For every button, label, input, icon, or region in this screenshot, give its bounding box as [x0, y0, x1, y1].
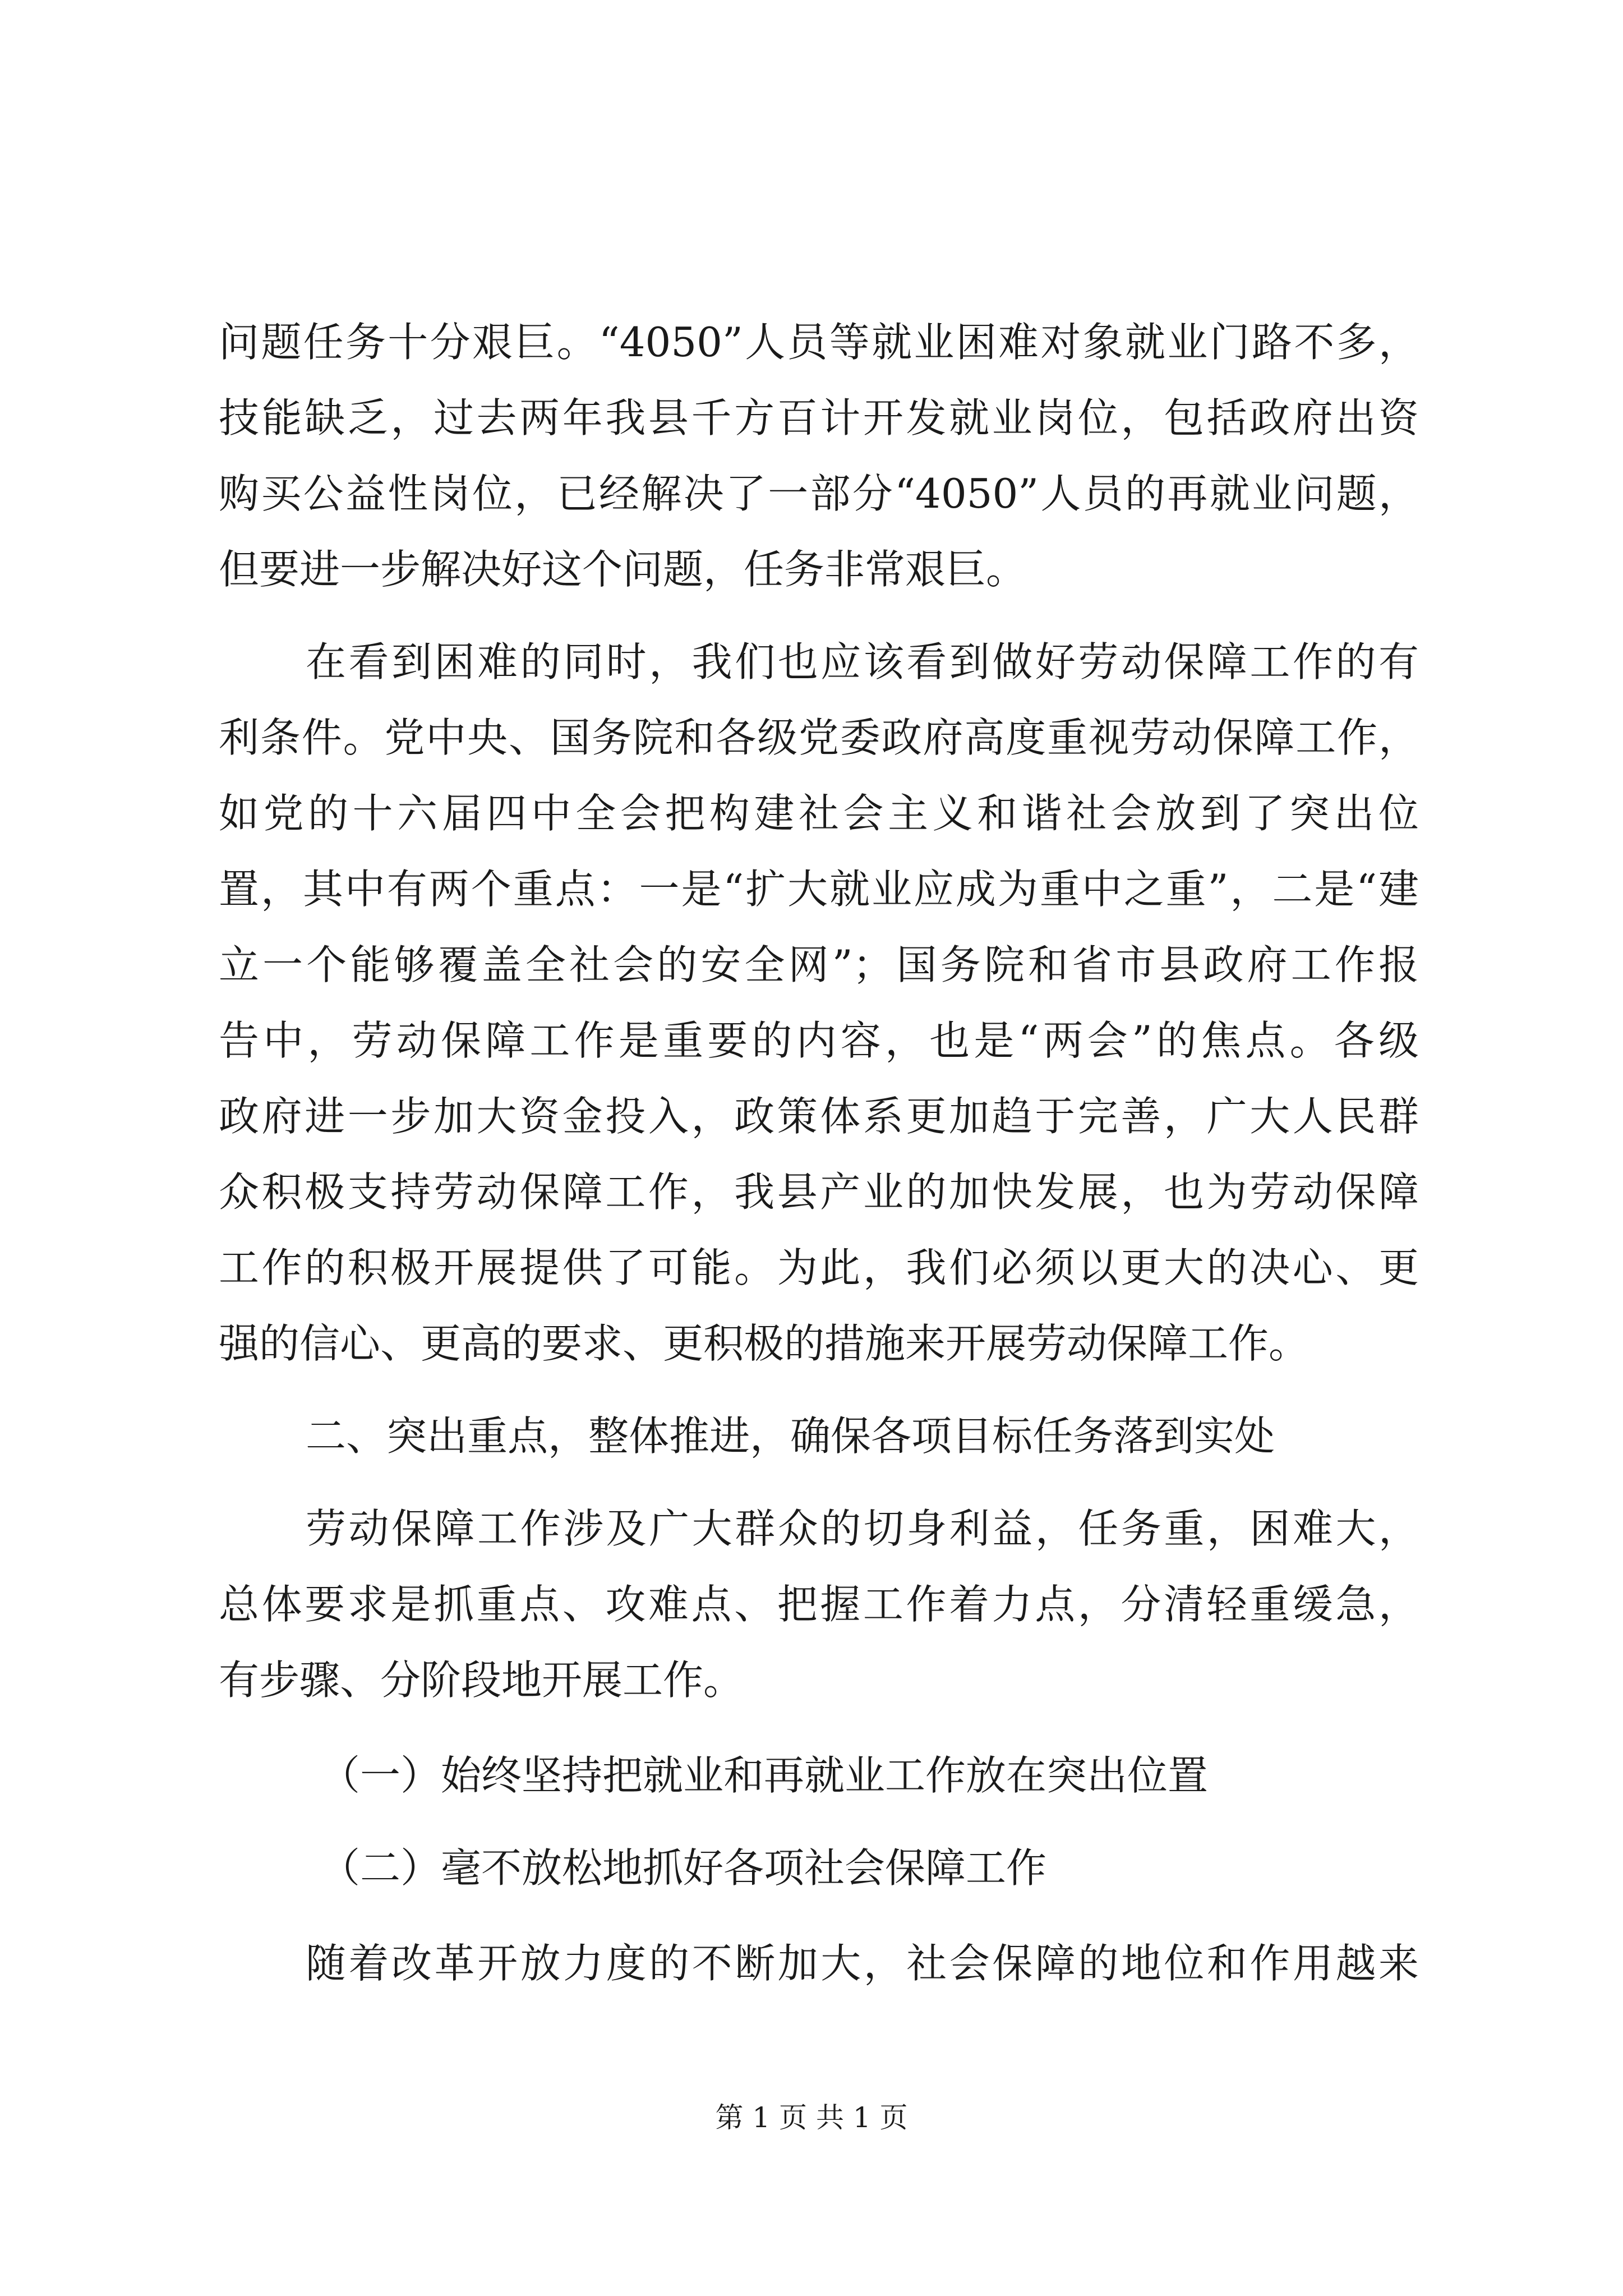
text-line: 利条件。党中央、国务院和各级党委政府高度重视劳动保障工作， — [219, 714, 1419, 761]
text-line: 随着改革开放力度的不断加大，社会保障的地位和作用越来 — [306, 1940, 1419, 1987]
text-line: 置，其中有两个重点：一是“扩大就业应成为重中之重”，二是“建 — [219, 866, 1419, 913]
text-line: 告中，劳动保障工作是重要的内容，也是“两会”的焦点。各级 — [219, 1017, 1419, 1064]
text-line: 劳动保障工作涉及广大群众的切身利益，任务重，困难大， — [306, 1505, 1419, 1552]
text-line: 在看到困难的同时，我们也应该看到做好劳动保障工作的有 — [306, 638, 1419, 685]
subsection-heading: （一）始终坚持把就业和再就业工作放在突出位置 — [320, 1752, 1209, 1799]
text-line: 购买公益性岗位，已经解决了一部分“4050”人员的再就业问题， — [219, 470, 1419, 517]
subsection-heading: （二）毫不放松地抓好各项社会保障工作 — [320, 1844, 1047, 1892]
text-line: 立一个能够覆盖全社会的安全网”；国务院和省市县政府工作报 — [219, 941, 1419, 988]
text-line: 有步骤、分阶段地开展工作。 — [219, 1657, 744, 1704]
text-line: 工作的积极开展提供了可能。为此，我们必须以更大的决心、更 — [219, 1244, 1419, 1291]
page-footer: 第 1 页 共 1 页 — [715, 2101, 908, 2134]
text-line: 总体要求是抓重点、攻难点、把握工作着力点，分清轻重缓急， — [219, 1581, 1419, 1628]
text-line: 问题任务十分艰巨。“4050”人员等就业困难对象就业门路不多， — [219, 319, 1419, 366]
section-heading: 二、突出重点，整体推进，确保各项目标任务落到实处 — [306, 1412, 1275, 1460]
text-line: 政府进一步加大资金投入，政策体系更加趋于完善，广大人民群 — [219, 1093, 1419, 1140]
text-line: 强的信心、更高的要求、更积极的措施来开展劳动保障工作。 — [219, 1320, 1310, 1367]
text-line: 但要进一步解决好这个问题，任务非常艰巨。 — [219, 546, 1027, 593]
text-line: 如党的十六届四中全会把构建社会主义和谐社会放到了突出位 — [219, 790, 1419, 837]
text-line: 技能缺乏，过去两年我县千方百计开发就业岗位，包括政府出资 — [219, 394, 1419, 441]
text-line: 众积极支持劳动保障工作，我县产业的加快发展，也为劳动保障 — [219, 1168, 1419, 1216]
